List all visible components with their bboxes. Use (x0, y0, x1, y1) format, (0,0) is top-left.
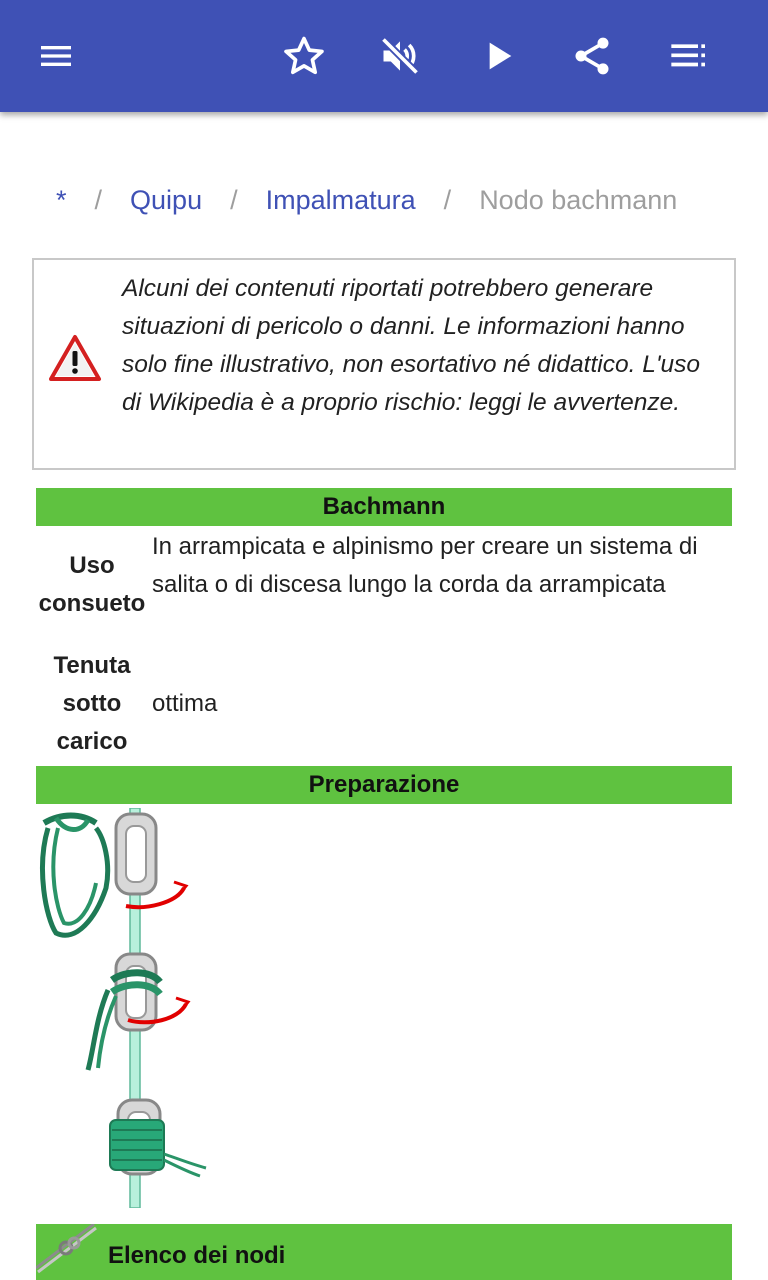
infobox (36, 488, 732, 804)
app-bar (0, 0, 768, 112)
infobox-row-tenuta (36, 642, 732, 766)
infobox-row-uso (36, 526, 732, 642)
breadcrumb-root[interactable]: * (56, 184, 67, 215)
menu-button[interactable] (28, 28, 84, 84)
row-value: In arrampicata e alpinismo per creare un sistema di salita o di discesa lungo la corda da arrampicata (152, 533, 698, 598)
infobox-title: Bachmann (36, 488, 732, 526)
breadcrumb-separator: / (443, 184, 452, 215)
breadcrumb-impalmatura[interactable]: Impalmatura (265, 184, 416, 215)
knot-list-label: Elenco dei nodi (108, 1242, 286, 1269)
volume-off-icon (378, 34, 422, 78)
menu-icon (36, 36, 76, 76)
warning-triangle-icon (48, 334, 102, 382)
knot-list-header[interactable] (36, 1224, 732, 1280)
rope-knot-icon (36, 1224, 100, 1280)
star-outline-icon (282, 34, 326, 78)
mute-button[interactable] (372, 28, 428, 84)
breadcrumb (56, 178, 677, 222)
step-1 (43, 814, 186, 935)
breadcrumb-current: Nodo bachmann (479, 184, 678, 215)
bachmann-knot-illustration (36, 808, 236, 1208)
breadcrumb-separator: / (94, 184, 103, 215)
row-value: ottima (152, 690, 218, 717)
playlist-icon (668, 36, 708, 76)
share-button[interactable] (564, 28, 620, 84)
preparation-title: Preparazione (36, 766, 732, 804)
warning-text: Alcuni dei contenuti riportati potrebbero generare situazioni di pericolo o danni. Le informazioni hanno solo fine illustrativo, non esortativo né didattico. L'uso di Wikipedia è a proprio rischio: leggi le avvertenze. (122, 275, 701, 416)
warning-notice (32, 258, 736, 470)
contents-button[interactable] (660, 28, 716, 84)
favorite-button[interactable] (276, 28, 332, 84)
step-3 (110, 1100, 206, 1176)
row-label: Uso consueto (38, 552, 146, 617)
breadcrumb-separator: / (230, 184, 238, 215)
share-icon (570, 34, 614, 78)
row-label: Tenuta sotto carico (53, 652, 131, 755)
breadcrumb-quipu[interactable]: Quipu (130, 184, 203, 215)
play-button[interactable] (470, 28, 526, 84)
play-icon (478, 36, 518, 76)
